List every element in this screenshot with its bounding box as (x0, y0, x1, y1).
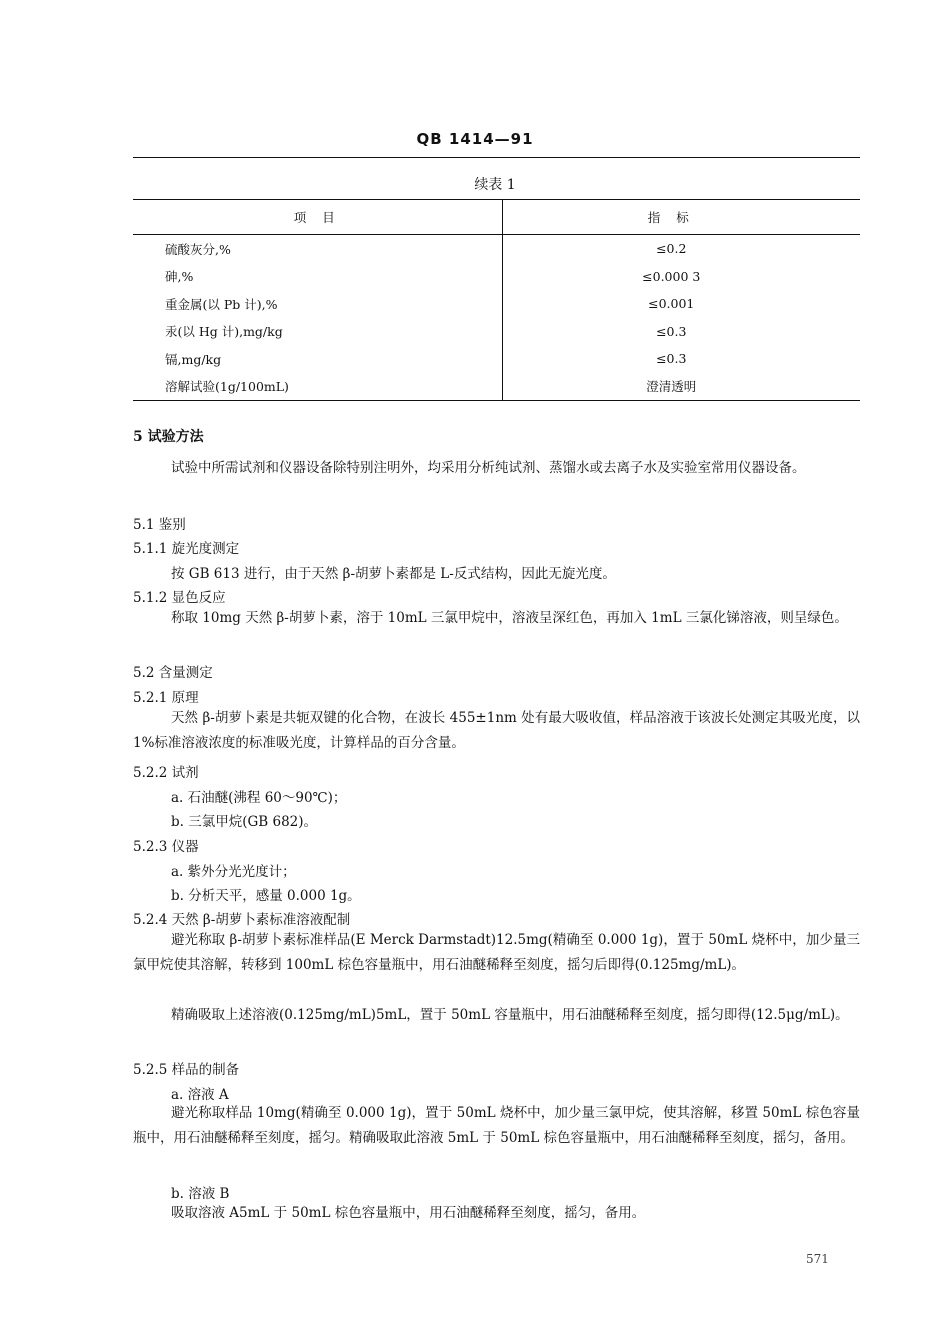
section-5-2-2-heading: 5.2.2 试剂 (133, 765, 199, 781)
section-5-1-2-heading: 5.1.2 显色反应 (133, 590, 226, 606)
row-value: ≤0.3 (656, 323, 687, 339)
solution-a-text: 避光称取样品 10mg(精确至 0.000 1g)，置于 50mL 烧杯中，加少量三氯甲烷，使其溶解，移置 50mL 棕色容量瓶中，用石油醚稀释至刻度，摇匀。精确吸取此溶液 5mL 于 50mL 棕色容量瓶中，用石油醚稀释至刻度，摇匀，备用。 (133, 1105, 860, 1146)
section-5-title: 5 试验方法 (133, 429, 204, 445)
table-row (133, 345, 860, 373)
table-header-row (133, 199, 860, 235)
table-row (133, 373, 860, 401)
section-5-2-3-heading: 5.2.3 仪器 (133, 839, 199, 855)
spec-table (133, 199, 860, 401)
row-item: 砷,% (133, 263, 502, 291)
solution-b-label: b. 溶液 B (171, 1186, 230, 1202)
col-item-header: 项 目 (133, 199, 502, 235)
standard-number: QB 1414—91 (416, 130, 534, 148)
page-number: 571 (806, 1252, 829, 1266)
col-index-header: 指 标 (502, 199, 860, 235)
row-item: 汞(以 Hg 计),mg/kg (133, 318, 502, 346)
row-value: ≤0.001 (648, 296, 695, 312)
instrument-a: a. 紫外分光光度计； (171, 864, 296, 880)
instrument-b: b. 分析天平，感量 0.000 1g。 (171, 888, 361, 904)
section-5-2-1-text: 天然 β-胡萝卜素是共轭双键的化合物，在波长 455±1nm 处有最大吸收值，样品溶液于该波长处测定其吸光度，以 1%标准溶液浓度的标准吸光度，计算样品的百分含量。 (133, 710, 860, 751)
row-value: ≤0.2 (656, 241, 687, 257)
header-rule (133, 157, 860, 158)
table-row (133, 290, 860, 318)
reagent-b: b. 三氯甲烷(GB 682)。 (171, 814, 318, 830)
table-row (133, 235, 860, 263)
table-row (133, 263, 860, 291)
section-5-2-4-heading: 5.2.4 天然 β-胡萝卜素标准溶液配制 (133, 912, 351, 928)
section-5-2-4-para-2: 精确吸取上述溶液(0.125mg/mL)5mL，置于 50mL 容量瓶中，用石油醚稀释至刻度，摇匀即得(12.5μg/mL)。 (171, 1007, 849, 1023)
row-value: ≤0.3 (656, 351, 687, 367)
solution-a-label: a. 溶液 A (171, 1087, 229, 1103)
section-5-1-1-text: 按 GB 613 进行，由于天然 β-胡萝卜素都是 L-反式结构，因此无旋光度。 (171, 566, 616, 582)
section-5-1-1-heading: 5.1.1 旋光度测定 (133, 541, 240, 557)
row-item: 溶解试验(1g/100mL) (133, 373, 502, 401)
section-5-2-heading: 5.2 含量测定 (133, 665, 213, 681)
section-5-intro: 试验中所需试剂和仪器设备除特别注明外，均采用分析纯试剂、蒸馏水或去离子水及实验室常用仪器设备。 (171, 460, 806, 476)
solution-b-text: 吸取溶液 A5mL 于 50mL 棕色容量瓶中，用石油醚稀释至刻度，摇匀，备用。 (171, 1205, 646, 1221)
reagent-a: a. 石油醚(沸程 60～90℃)； (171, 790, 347, 806)
section-5-2-1-heading: 5.2.1 原理 (133, 690, 199, 706)
section-5-2-5-heading: 5.2.5 样品的制备 (133, 1062, 240, 1078)
section-5-1-2-text: 称取 10mg 天然 β-胡萝卜素，溶于 10mL 三氯甲烷中，溶液呈深红色，再加入 1mL 三氯化锑溶液，则呈绿色。 (171, 610, 848, 626)
row-item: 重金属(以 Pb 计),% (133, 290, 502, 318)
section-5-2-4-para-1: 避光称取 β-胡萝卜素标准样品(E Merck Darmstadt)12.5mg(精确至 0.000 1g)，置于 50mL 烧杯中，加少量三氯甲烷使其溶解，转移到 100mL 棕色容量瓶中，用石油醚稀释至刻度，摇匀后即得(0.125mg/mL)。 (133, 932, 860, 973)
table-caption: 续表 1 (474, 177, 516, 193)
row-value: 澄清透明 (502, 373, 860, 401)
section-5-1-heading: 5.1 鉴别 (133, 517, 186, 533)
row-item: 硫酸灰分,% (133, 235, 502, 263)
table-row (133, 318, 860, 346)
row-item: 镉,mg/kg (133, 345, 502, 373)
row-value: ≤0.000 3 (642, 268, 701, 284)
